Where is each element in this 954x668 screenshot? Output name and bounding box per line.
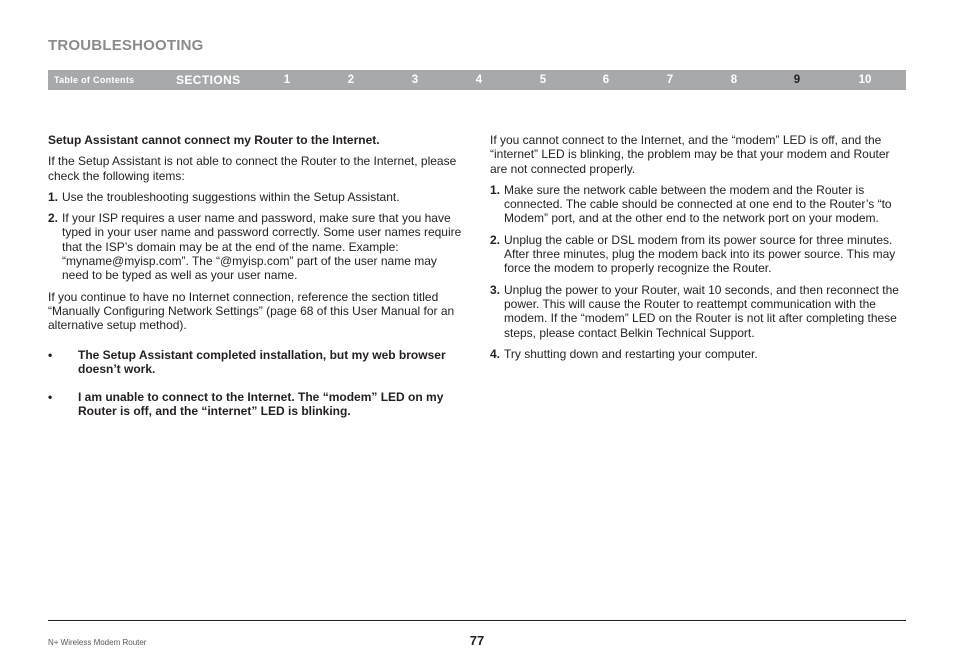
item-number: 1. [48, 189, 59, 204]
connection-steps [490, 183, 906, 361]
list-item [48, 390, 464, 419]
item-text: Unplug the power to your Router, wait 10 seconds, and then reconnect the power. This will cause the Router to reattempt communication with the modem. If the “modem” LED on the Router is not lit after completing these steps, please contact Belkin Technical Support. [504, 282, 899, 340]
section-link-8[interactable]: 8 [730, 74, 738, 86]
list-item [48, 348, 464, 377]
item-text: Unplug the cable or DSL modem from its power source for three minutes. After three minutes, plug the modem back into its power source. This may force the modem to properly recognize the Router. [504, 232, 896, 276]
section-link-6[interactable]: 6 [602, 74, 610, 86]
footer-product-name: N+ Wireless Modem Router [48, 638, 147, 647]
item-text: Use the troubleshooting suggestions within the Setup Assistant. [62, 189, 400, 204]
section-link-4[interactable]: 4 [475, 74, 483, 86]
problem-list [48, 348, 464, 419]
item-number: 2. [48, 211, 59, 226]
item-text: Try shutting down and restarting your computer. [504, 346, 758, 361]
section-heading: Setup Assistant cannot connect my Router to the Internet. [48, 133, 380, 147]
section-link-7[interactable]: 7 [666, 74, 674, 86]
intro-paragraph: If the Setup Assistant is not able to connect the Router to the Internet, please check the following items: [48, 154, 457, 183]
list-item [48, 211, 464, 282]
item-number: 2. [490, 232, 501, 247]
intro-paragraph: If you cannot connect to the Internet, and the “modem” LED is off, and the “internet” LED is blinking, the problem may be that your modem and Router are not connected properly. [490, 133, 890, 176]
item-text: Make sure the network cable between the modem and the Router is connected. The cable should be connected at one end to the Router’s “to Modem” port, and at the other end to the network port on your modem. [504, 182, 892, 226]
list-item [490, 347, 906, 361]
section-link-5[interactable]: 5 [539, 74, 547, 86]
list-item [490, 183, 906, 226]
bullet-mark: • [48, 347, 53, 362]
section-nav-bar [48, 70, 906, 90]
right-column [490, 133, 906, 361]
item-text: If your ISP requires a user name and password, make sure that you have typed in your user name and password correctly. Some user names require that the ISP’s domain may be at the end of the name. Example: “myname@myisp.com”. The “@myisp.com” part of the user name may need to be typed as well as your user name. [62, 211, 462, 283]
footer-divider [48, 620, 906, 621]
section-link-10[interactable]: 10 [858, 74, 872, 86]
list-item [490, 233, 906, 276]
item-text: I am unable to connect to the Internet. The “modem” LED on my Router is off, and the “internet” LED is blinking. [78, 390, 444, 419]
page-number: 77 [469, 633, 485, 648]
item-number: 4. [490, 346, 501, 361]
item-number: 1. [490, 182, 501, 197]
list-item [48, 190, 464, 204]
left-column [48, 133, 464, 419]
item-number: 3. [490, 282, 501, 297]
table-of-contents-link[interactable]: Table of Contents [54, 75, 135, 85]
section-link-1[interactable]: 1 [283, 74, 291, 86]
sections-label: SECTIONS [176, 73, 241, 87]
section-link-9[interactable]: 9 [793, 74, 801, 86]
setup-checklist [48, 190, 464, 283]
section-link-2[interactable]: 2 [347, 74, 355, 86]
outro-paragraph: If you continue to have no Internet connection, reference the section titled “Manually Configuring Network Settings” (page 68 of this User Manual for an alternative setup method). [48, 289, 455, 333]
item-text: The Setup Assistant completed installation, but my web browser doesn’t work. [78, 347, 446, 376]
bullet-mark: • [48, 390, 53, 405]
list-item [490, 283, 906, 340]
page-title: TROUBLESHOOTING [48, 37, 204, 54]
section-link-3[interactable]: 3 [411, 74, 419, 86]
